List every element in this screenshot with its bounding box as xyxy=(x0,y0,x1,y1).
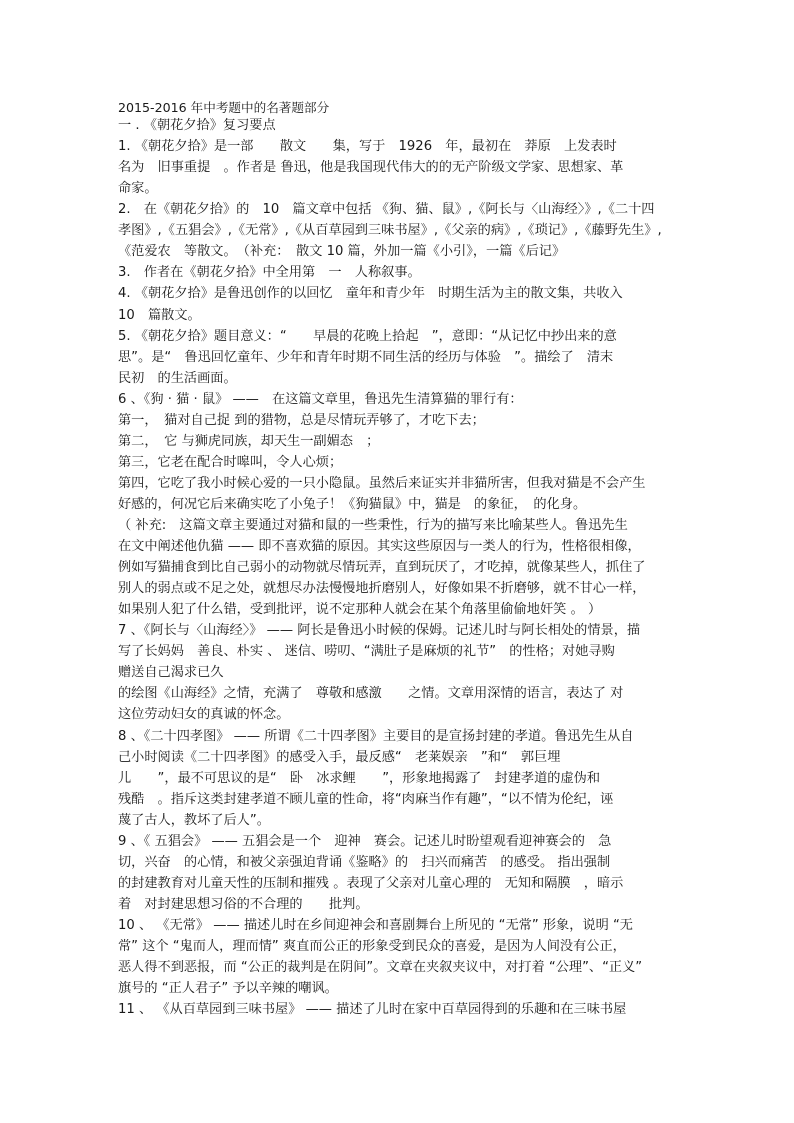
text-line: 如果别人犯了什么错，受到批评，说不定那种人就会在某个角落里偷偷地奸笑 。 ） xyxy=(118,602,602,618)
text-line: 在文中阐述他仇猫 —— 即不喜欢猫的原因。其实这些原因与一类人的行为，性格很相像， xyxy=(118,539,641,554)
text-line: 2. 在《朝花夕拾》的 10 篇文章中包括 《狗、猫、鼠》,《阿长与〈山海经〉》,《二十四 xyxy=(118,202,655,218)
text-line: 常” 这个 “鬼而人，理而情” 爽直而公正的形象受到民众的喜爱，是因为人间没有公正， xyxy=(118,939,626,954)
text-line: 残酷 。指斥这类封建孝道不顾儿童的性命，将“肉麻当作有趣”，“以不情为伦纪，诬 xyxy=(118,791,614,807)
text-line: 第三，它老在配合时嗥叫，令人心烦； xyxy=(118,454,343,470)
text-line: 6 、《狗 · 猫 · 鼠》 —— 在这篇文章里，鲁迅先生清算猫的罪行有： xyxy=(118,391,523,407)
text-line: 例如写猫捕食到比自己弱小的动物就尽情玩弄，直到玩厌了，才吃掉，就像某些人，抓住了 xyxy=(118,560,646,575)
text-line: 切，兴奋 的心情，和被父亲强迫背诵《鉴略》的 扫兴而痛苦 的感受。 指出强制 xyxy=(118,854,611,870)
text-line: 10 篇散文。 xyxy=(118,307,201,323)
text-line: 命家。 xyxy=(118,181,158,197)
text-line: 8 、《二十四孝图》 —— 所谓《二十四孝图》主要目的是宣扬封建的孝道。鲁迅先生从自 xyxy=(118,728,634,744)
text-line: 1. 《朝花夕拾》是一部 散文 集，写于 1926 年，最初在 莽原 上发表时 xyxy=(118,139,617,155)
text-line: 第四，它吃了我小时候心爱的一只小隐鼠。虽然后来证实并非猫所害，但我对猫是不会产生 xyxy=(118,475,646,491)
text-line: 这位劳动妇女的真诚的怀念。 xyxy=(118,707,290,723)
text-line: 第二， 它 与狮虎同族，却天生一副媚态 ； xyxy=(118,433,380,449)
text-line: 民初 的生活画面。 xyxy=(118,370,237,386)
text-line: 一 . 《朝花夕拾》复习要点 xyxy=(118,118,276,133)
text-line: （ 补充: 这篇文章主要通过对猫和鼠的一些秉性，行为的描写来比喻某些人。鲁迅先生 xyxy=(118,518,628,533)
text-line: 4. 《朝花夕拾》是鲁迅创作的以回忆 童年和青少年 时期生活为主的散文集，共收入 xyxy=(118,286,623,302)
text-line: 思”。是“ 鲁迅回忆童年、少年和青年时期不同生活的经历与体验 ”。描绘了 清末 xyxy=(118,349,614,365)
document-title: 2015-2016 年中考题中的名著题部分 xyxy=(118,100,330,115)
text-line: 3. 作者在《朝花夕拾》中全用第 一 人称叙事。 xyxy=(118,265,421,281)
text-line: 10 、 《无常》 —— 描述儿时在乡间迎神会和喜剧舞台上所见的 “无常” 形象，说明 “无 xyxy=(118,917,633,933)
text-line: 恶人得不到恶报，而 “公正的裁判是在阴间”。文章在夹叙夹议中，对打着 “公理”、“正义” xyxy=(118,960,643,975)
text-line: 儿 ”，最不可思议的是“ 卧 冰求鲤 ”，形象地揭露了 封建孝道的虚伪和 xyxy=(118,770,601,786)
text-line: 9 、《 五猖会》 —— 五猖会是一个 迎神 赛会。记述儿时盼望观看迎神赛会的 急 xyxy=(118,833,612,849)
text-line: 第一， 猫对自己捉 到的猎物，总是尽情玩弄够了，才吃下去； xyxy=(118,412,485,428)
text-line: 己小时阅读《二十四孝图》的感受入手，最反感“ 老莱娱亲 ”和“ 郭巨埋 xyxy=(118,749,561,765)
text-line: 别人的弱点或不足之处，就想尽办法慢慢地折磨别人，好像如果不折磨够，就不甘心一样， xyxy=(118,581,646,597)
text-line: 赠送自己渴求已久 xyxy=(118,665,224,681)
text-line: 孝图》,《五猖会》,《无常》,《从百草园到三味书屋》,《父亲的病》,《琐记》,《藤野先生》, xyxy=(118,223,662,239)
text-line: 的绘图《山海经》之情，充满了 尊敬和感激 之情。文章用深情的语言，表达了 对 xyxy=(118,686,624,702)
text-line: 蔑了古人，教坏了后人”。 xyxy=(118,812,270,828)
text-line: 《范爱农 等散文。 （补充： 散文 10 篇，外加一篇《小引》，一篇《后记》 xyxy=(118,244,566,260)
text-line: 7 、《阿长与〈山海经〉》 —— 阿长是鲁迅小时候的保姆。记述儿时与阿长相处的情景，描 xyxy=(118,623,641,639)
text-line: 写了长妈妈 善良、朴实 、 迷信、唠叨、“满肚子是麻烦的礼节” 的性格；对她寻购 xyxy=(118,644,615,660)
text-line: 名为 旧事重提 。作者是 鲁迅，他是我国现代伟大的的无产阶级文学家、思想家、革 xyxy=(118,160,624,176)
text-line: 着 对封建思想习俗的不合理的 批判。 xyxy=(118,896,369,912)
text-line: 11 、 《从百草园到三味书屋》 —— 描述了儿时在家中百草园得到的乐趣和在三味书屋 xyxy=(118,1002,627,1018)
text-line: 的封建教育对儿童天性的压制和摧残 。表现了父亲对儿童心理的 无知和隔膜 ，暗示 xyxy=(118,875,624,891)
text-line: 5. 《朝花夕拾》题目意义：“ 早晨的花晚上拾起 ”，意即：“从记忆中抄出来的意 xyxy=(118,328,617,344)
text-line: 好感的，何况它后来确实吃了小兔子！《狗猫鼠》中，猫是 的象征， 的化身。 xyxy=(118,496,587,512)
text-line: 旗号的 “正人君子” 予以辛辣的嘲讽。 xyxy=(118,981,338,997)
